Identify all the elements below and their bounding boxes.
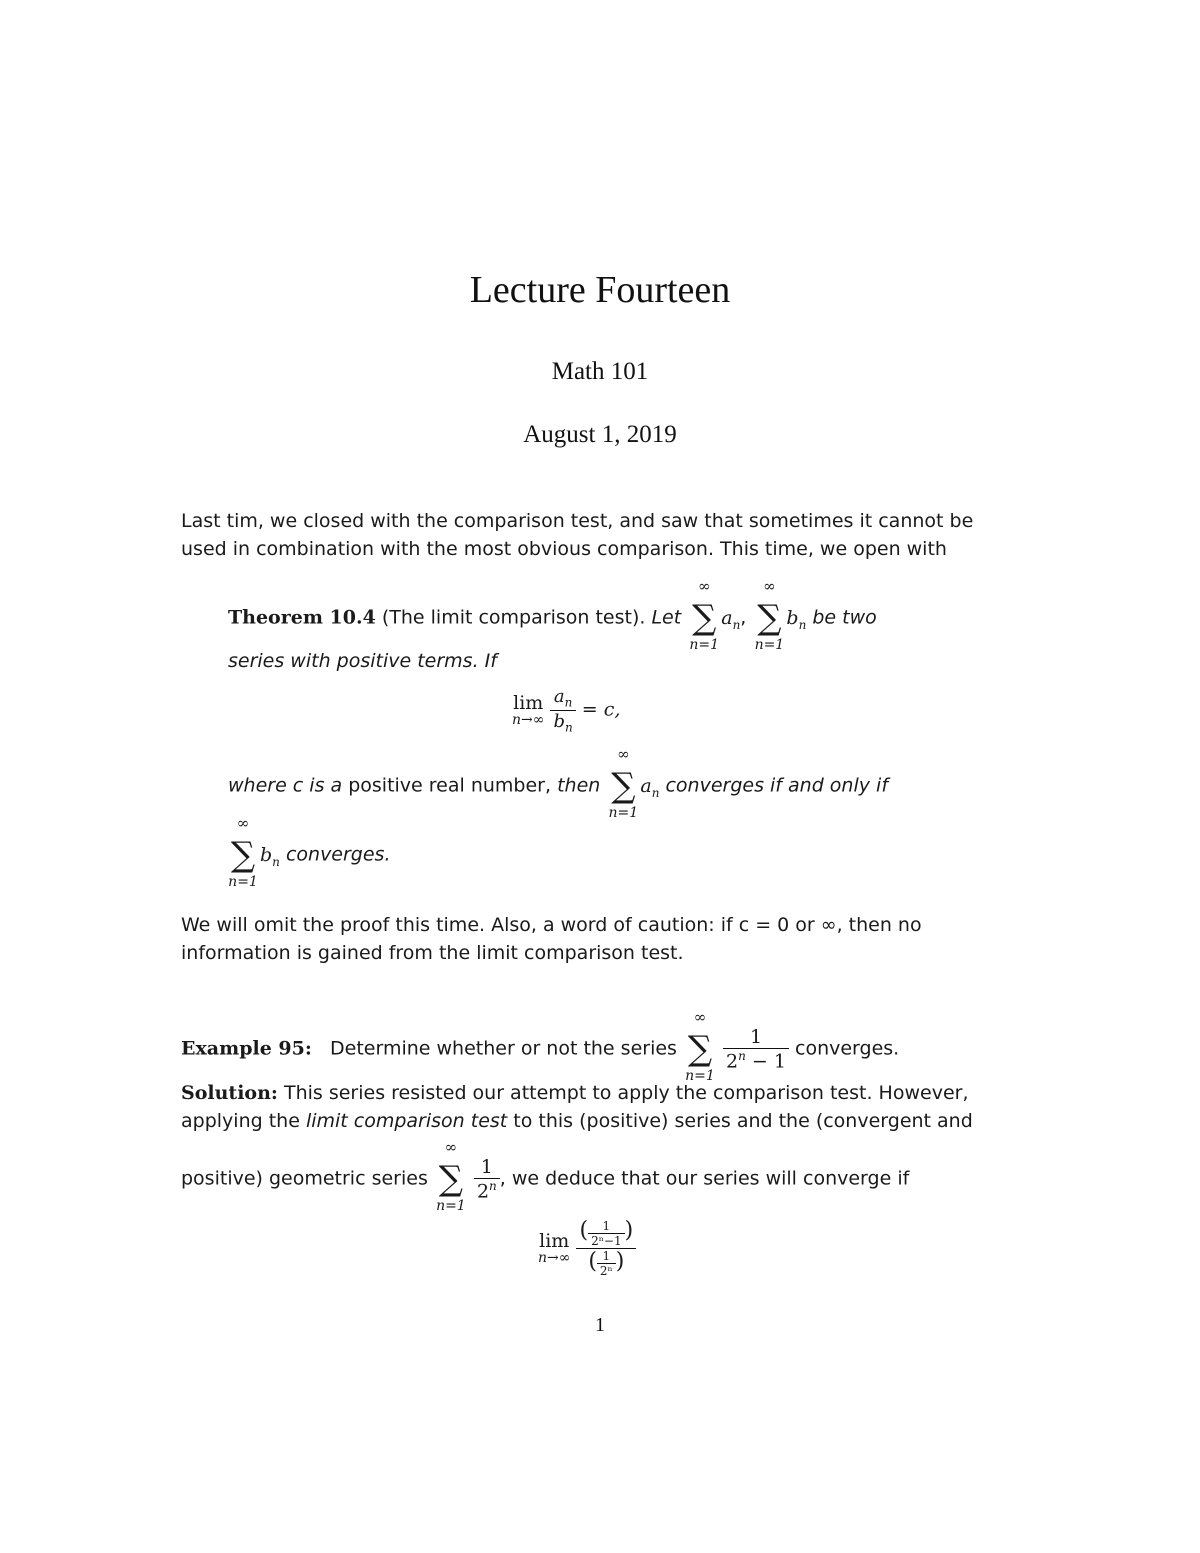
sum-upper-limit: ∞ (236, 814, 250, 832)
example-converges: converges. (795, 1037, 900, 1060)
lim-word: lim (539, 1230, 570, 1252)
lim-subscript: n→∞ (512, 712, 545, 729)
limit-operator (538, 1230, 570, 1266)
intro-line-2: used in combination with the most obvious comparison. This time, we open with (181, 538, 947, 560)
theorem-line-4 (226, 814, 391, 890)
solution-line-3 (181, 1138, 910, 1215)
caution-line-1: We will omit the proof this time. Also, a word of caution: if c = 0 or ∞, then no (181, 914, 922, 936)
term-a-n: $a_n$ (640, 774, 660, 800)
theorem-then: then (557, 774, 601, 797)
lim-subscript: n→∞ (538, 1250, 571, 1266)
sum-lower-limit: n=1 (436, 1198, 466, 1215)
theorem-converges: converges. (285, 843, 391, 866)
lecture-date: August 1, 2019 (523, 421, 677, 448)
sigma-icon: ∑ (230, 835, 256, 875)
solution-text-2a: applying the (181, 1110, 300, 1132)
page-number: 1 (595, 1314, 605, 1336)
limit-operator (512, 692, 544, 728)
sigma-icon: ∑ (438, 1159, 464, 1200)
sum-symbol-geometric (434, 1138, 468, 1215)
nested-numerator: ( $\frac{1}{\text{2ⁿ−1}}$ ) (576, 1218, 636, 1249)
nested-fraction (576, 1218, 636, 1278)
sigma-icon: ∑ (611, 766, 636, 806)
sum-lower-limit: n=1 (689, 637, 720, 653)
solution-text-2b: to this (positive) series and the (convergent and (513, 1110, 973, 1132)
sum-upper-limit: ∞ (617, 745, 630, 763)
lim-word: lim (513, 692, 544, 715)
solution-line-2 (181, 1110, 973, 1132)
nested-denominator: ( $\frac{1}{\text{2ⁿ}}$ ) (588, 1248, 625, 1278)
course-name: Math 101 (551, 358, 649, 385)
sum-upper-limit: ∞ (693, 1008, 707, 1027)
theorem-line-3 (228, 745, 889, 821)
theorem-line-2: series with positive terms. If (228, 650, 497, 672)
theorem-converges-iff: converges if and only if (665, 774, 889, 797)
fraction-denominator: 2$^n$ (476, 1179, 497, 1203)
sigma-icon: ∑ (692, 598, 717, 638)
intro-line-1: Last tim, we closed with the comparison test, and saw that sometimes it cannot be (181, 510, 974, 532)
sum-lower-limit: n=1 (685, 1068, 715, 1085)
solution-text-2-italic: limit comparison test (305, 1110, 508, 1132)
final-limit-display (538, 1218, 636, 1278)
page-title: Lecture Fourteen (469, 269, 731, 311)
term-b-n: $b_n$ (260, 843, 280, 869)
term-a-n: $a_n$ (721, 606, 741, 632)
sum-symbol-example (683, 1008, 717, 1085)
example-fraction (723, 1026, 789, 1072)
caution-line-2: information is gained from the limit comparison test. (181, 942, 684, 964)
example-text: Determine whether or not the series (330, 1037, 677, 1060)
fraction-denominator: $2^n - 1$ (726, 1049, 786, 1073)
sum-symbol-a2 (606, 745, 640, 821)
theorem-name: (The limit comparison test). (381, 606, 646, 629)
theorem-be-two: be two (812, 606, 877, 629)
ratio-fraction: $\frac{a_n}{b_n}$ (550, 686, 575, 734)
theorem-label: Theorem 10.4 (228, 606, 376, 629)
theorem-line-1 (228, 577, 877, 653)
sigma-icon: ∑ (687, 1029, 713, 1070)
comma: , (740, 606, 747, 629)
geometric-fraction (474, 1156, 500, 1202)
example-line (181, 1008, 900, 1085)
solution-line-1 (181, 1082, 968, 1104)
theorem-where: where c is a (228, 774, 343, 797)
sum-lower-limit: n=1 (754, 637, 785, 653)
theorem-positive-real: positive real number, (348, 774, 552, 797)
sum-upper-limit: ∞ (444, 1138, 458, 1157)
sigma-icon: ∑ (757, 598, 782, 638)
solution-text-3a: positive) geometric series (181, 1167, 428, 1190)
solution-label: Solution: (181, 1082, 278, 1104)
sum-lower-limit: n=1 (608, 805, 639, 821)
solution-text-1: This series resisted our attempt to apply the comparison test. However, (283, 1082, 969, 1104)
sum-symbol-b2 (226, 814, 260, 890)
theorem-limit-display (512, 686, 620, 734)
sum-symbol-a (687, 577, 721, 653)
solution-text-3b: , we deduce that our series will converge if (499, 1167, 910, 1190)
equals-c: = c, (581, 698, 621, 721)
term-b-n: $b_n$ (786, 606, 807, 632)
sum-lower-limit: n=1 (228, 874, 258, 890)
example-label: Example 95: (181, 1037, 312, 1060)
sum-symbol-b (752, 577, 786, 653)
fraction-numerator: 1 (474, 1156, 500, 1179)
fraction-numerator: 1 (723, 1026, 789, 1049)
theorem-let: Let (651, 606, 682, 629)
sum-upper-limit: ∞ (763, 577, 776, 595)
sum-upper-limit: ∞ (697, 577, 711, 595)
